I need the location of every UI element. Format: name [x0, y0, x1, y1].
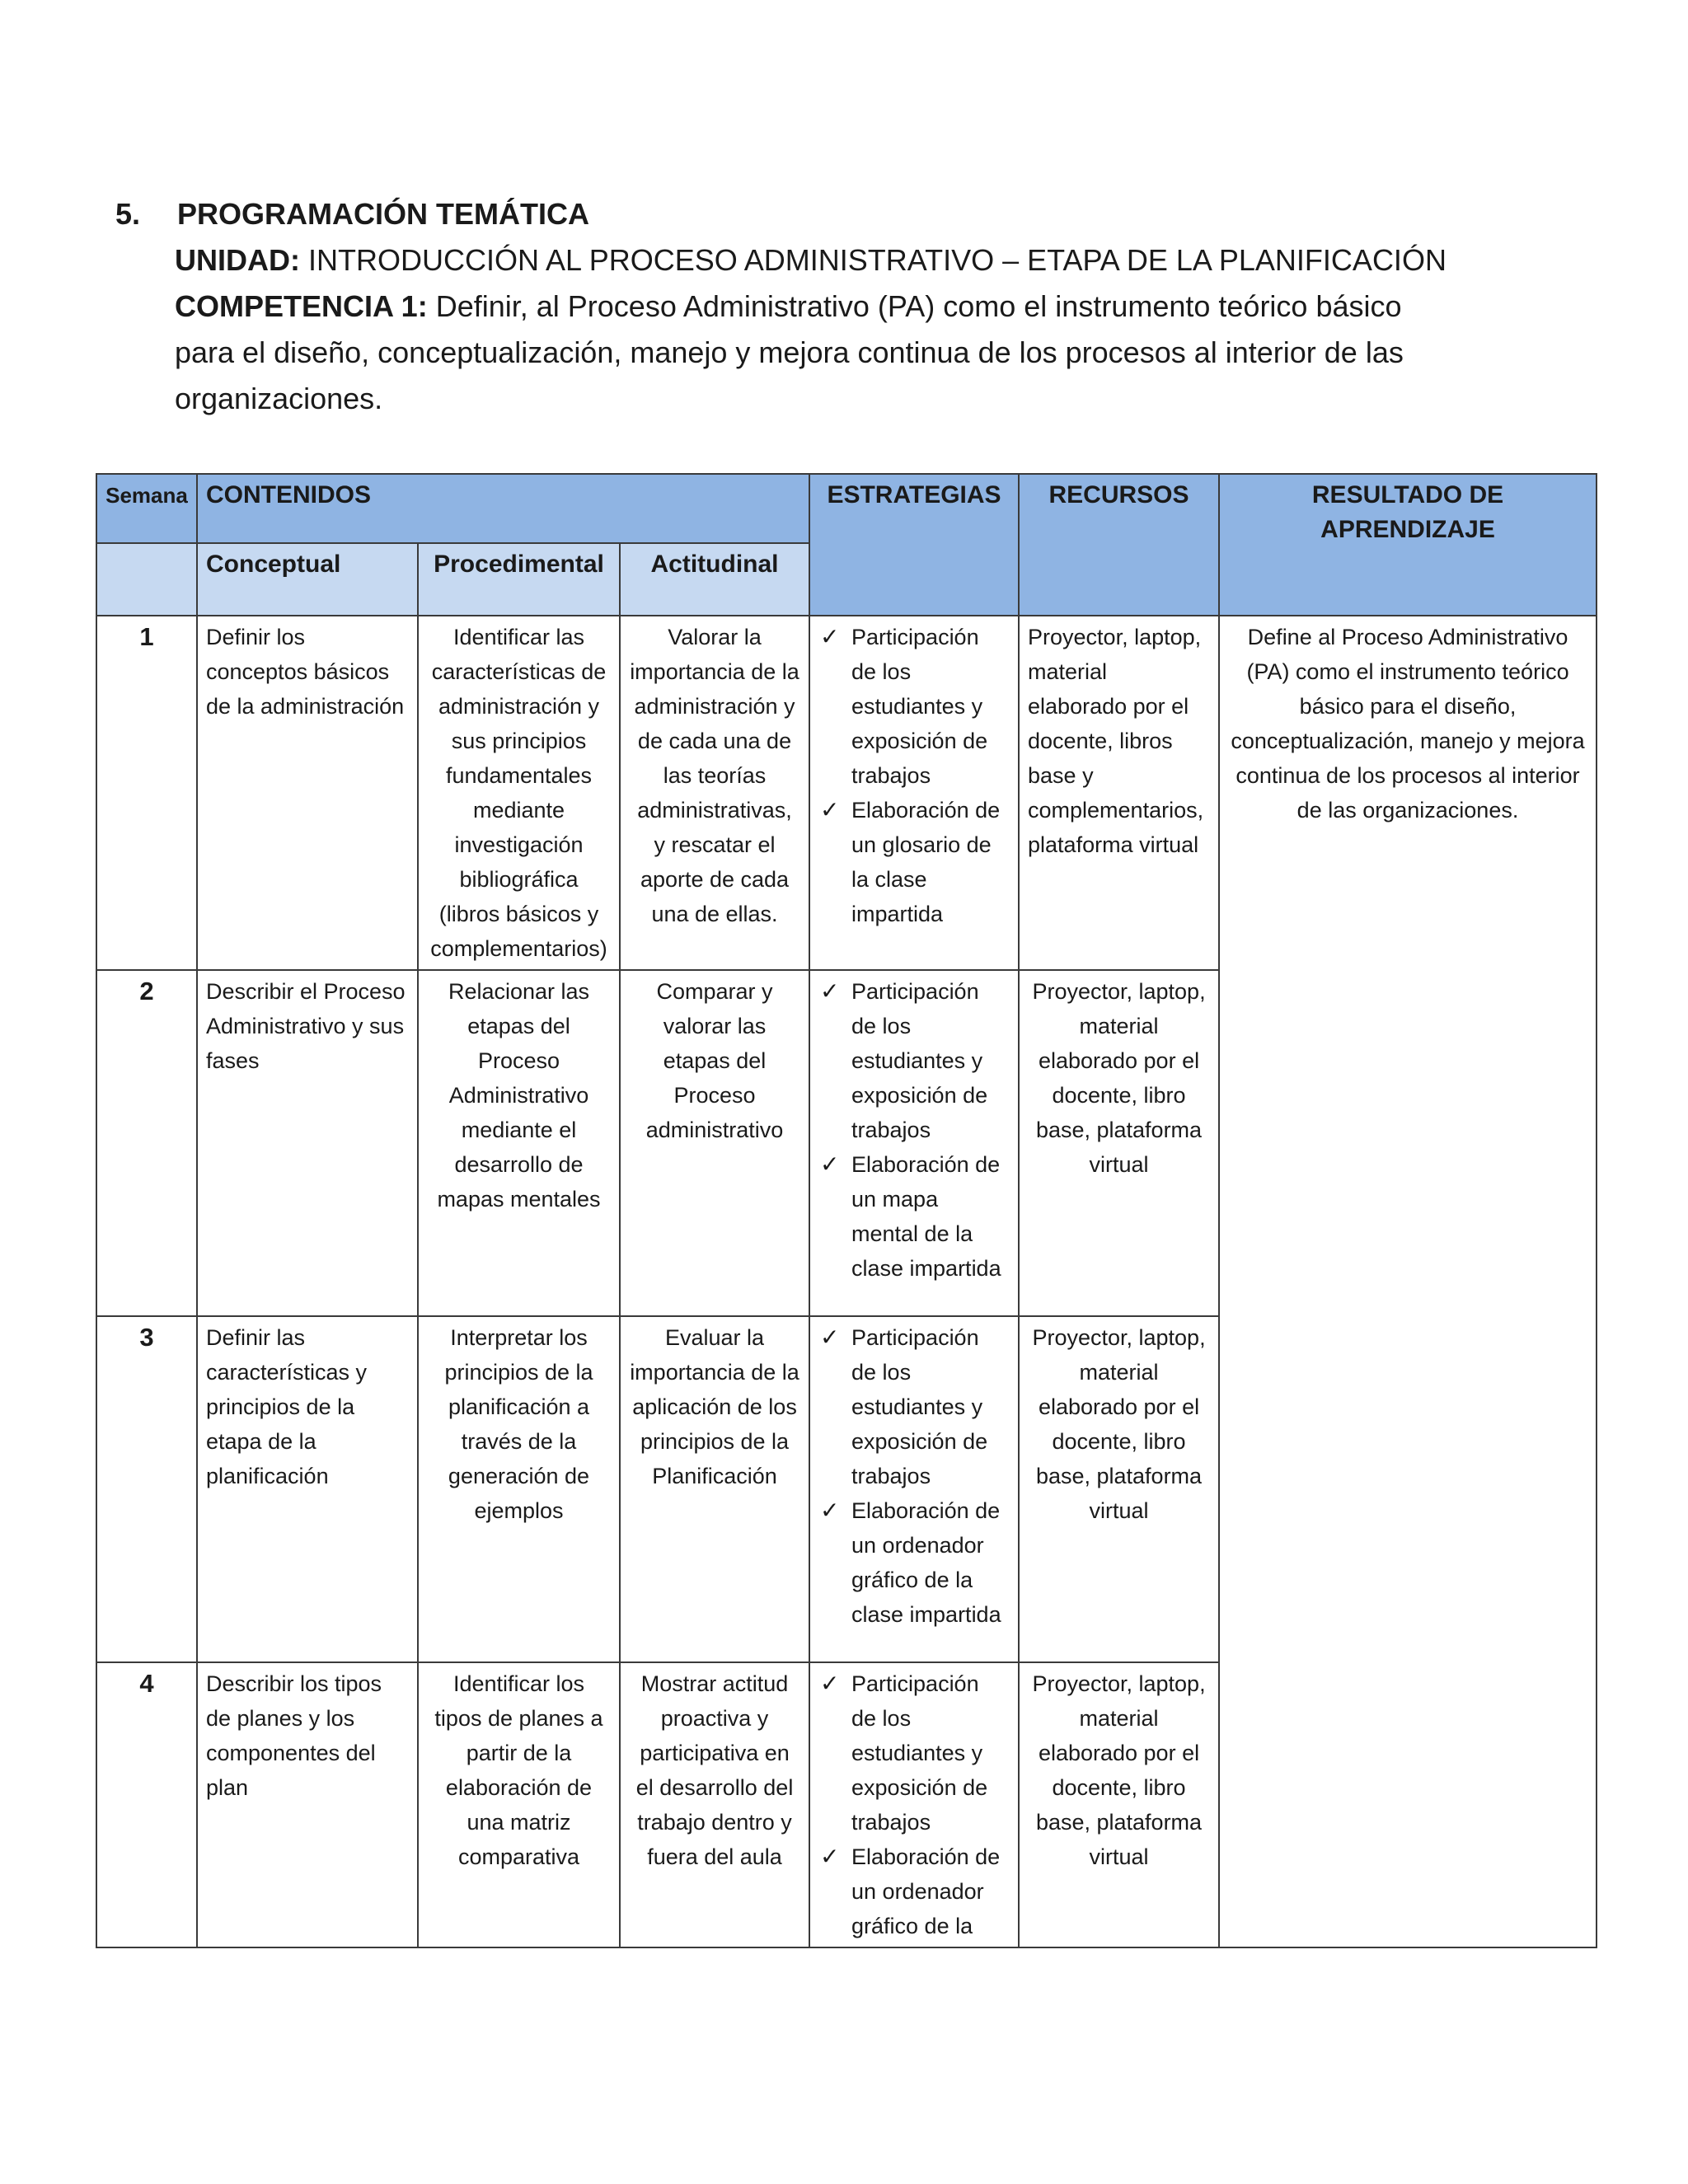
strategy-text: Participación de los estudiantes y exposición de trabajos [851, 1671, 988, 1835]
strategy-list [818, 620, 1010, 931]
procedimental-cell: Identificar los tipos de planes a partir de la elaboración de una matriz comparativa [418, 1662, 620, 1947]
section-heading [115, 191, 1467, 422]
strategy-item [818, 620, 1010, 793]
strategy-item [818, 1147, 1010, 1286]
check-icon: ✓ [820, 624, 840, 649]
header-conceptual: Conceptual [197, 543, 418, 616]
strategy-text: Elaboración de un ordenador gráfico de la [851, 1844, 1001, 1938]
unidad-label: UNIDAD: [175, 243, 300, 277]
header-row [96, 474, 1597, 543]
competencia-text-1: Definir, al Proceso Administrativo (PA) como el instrumento teórico básico [435, 289, 1402, 323]
strategy-item [818, 1666, 1010, 1840]
recursos-cell: Proyector, laptop, material elaborado por el docente, libro base, plataforma virtual [1019, 1662, 1219, 1947]
strategy-text: Elaboración de un ordenador gráfico de la clase impartida [851, 1498, 1001, 1627]
section-title: PROGRAMACIÓN TEMÁTICA [177, 197, 589, 231]
procedimental-cell: Relacionar las etapas del Proceso Administrativo mediante el desarrollo de mapas mentales [418, 970, 620, 1316]
procedimental-cell: Identificar las características de administración y sus principios fundamentales mediante investigación bibliográfica (libros básicos y complementarios) [418, 616, 620, 970]
strategy-item [818, 974, 1010, 1147]
estrategias-cell [809, 1662, 1019, 1947]
estrategias-cell [809, 1316, 1019, 1662]
conceptual-cell: Describir los tipos de planes y los componentes del plan [197, 1662, 418, 1947]
recursos-cell: Proyector, laptop, material elaborado por el docente, libros base y complementarios, plataforma virtual [1019, 616, 1219, 970]
procedimental-cell: Interpretar los principios de la planificación a través de la generación de ejemplos [418, 1316, 620, 1662]
check-icon: ✓ [820, 797, 840, 823]
strategy-item [818, 793, 1010, 931]
header-procedimental: Procedimental [418, 543, 620, 616]
strategy-item [818, 1493, 1010, 1632]
check-icon: ✓ [820, 1671, 840, 1696]
actitudinal-cell: Comparar y valorar las etapas del Proceso administrativo [620, 970, 809, 1316]
check-icon: ✓ [820, 1324, 840, 1350]
recursos-cell: Proyector, laptop, material elaborado por el docente, libro base, plataforma virtual [1019, 970, 1219, 1316]
week-number: 3 [96, 1316, 197, 1662]
header-actitudinal: Actitudinal [620, 543, 809, 616]
competencia-line-2: para el diseño, conceptualización, manejo y mejora continua de los procesos al interior de las [175, 335, 1404, 369]
header-contenidos: CONTENIDOS [197, 474, 809, 543]
section-number: 5. [115, 197, 141, 231]
conceptual-cell: Describir el Proceso Administrativo y sus fases [197, 970, 418, 1316]
estrategias-cell [809, 970, 1019, 1316]
strategy-list [818, 1666, 1010, 1943]
strategy-text: Participación de los estudiantes y exposición de trabajos [851, 1325, 988, 1488]
competencia-line [115, 284, 1467, 330]
strategy-item [818, 1840, 1010, 1943]
check-icon: ✓ [820, 1844, 840, 1869]
week-number: 1 [96, 616, 197, 970]
estrategias-cell [809, 616, 1019, 970]
strategy-text: Participación de los estudiantes y exposición de trabajos [851, 979, 988, 1142]
strategy-text: Elaboración de un glosario de la clase impartida [851, 798, 1001, 926]
header-semana: Semana [96, 474, 197, 543]
strategy-list [818, 1320, 1010, 1632]
conceptual-cell: Definir las características y principios de la etapa de la planificación [197, 1316, 418, 1662]
strategy-item [818, 1320, 1010, 1493]
strategy-list [818, 974, 1010, 1286]
actitudinal-cell: Evaluar la importancia de la aplicación de los principios de la Planificación [620, 1316, 809, 1662]
check-icon: ✓ [820, 1497, 840, 1523]
week-number: 2 [96, 970, 197, 1316]
unidad-line [115, 237, 1467, 284]
conceptual-cell: Definir los conceptos básicos de la administración [197, 616, 418, 970]
strategy-text: Elaboración de un mapa mental de la clase impartida [851, 1152, 1001, 1281]
competencia-label: COMPETENCIA 1: [175, 289, 428, 323]
week-number: 4 [96, 1662, 197, 1947]
header-recursos: RECURSOS [1019, 474, 1219, 616]
header-resultado: RESULTADO DE APRENDIZAJE [1219, 474, 1597, 616]
check-icon: ✓ [820, 1151, 840, 1177]
unidad-text: INTRODUCCIÓN AL PROCESO ADMINISTRATIVO – ETAPA DE LA PLANIFICACIÓN [308, 243, 1447, 277]
recursos-cell: Proyector, laptop, material elaborado por el docente, libro base, plataforma virtual [1019, 1316, 1219, 1662]
programming-table [96, 473, 1597, 1948]
subheader-empty [96, 543, 197, 616]
resultado-cell: Define al Proceso Administrativo (PA) como el instrumento teórico básico para el diseño, conceptualización, manejo y mejora continua de los procesos al interior de las organizaciones. [1219, 616, 1597, 1947]
table-row [96, 616, 1597, 970]
section-title-line [115, 191, 1467, 237]
actitudinal-cell: Valorar la importancia de la administración y de cada una de las teorías administrativas, y rescatar el aporte de cada una de ellas. [620, 616, 809, 970]
strategy-text: Participación de los estudiantes y exposición de trabajos [851, 625, 988, 788]
header-estrategias: ESTRATEGIAS [809, 474, 1019, 616]
check-icon: ✓ [820, 978, 840, 1004]
actitudinal-cell: Mostrar actitud proactiva y participativa en el desarrollo del trabajo dentro y fuera del aula [620, 1662, 809, 1947]
competencia-line-3: organizaciones. [175, 382, 383, 415]
